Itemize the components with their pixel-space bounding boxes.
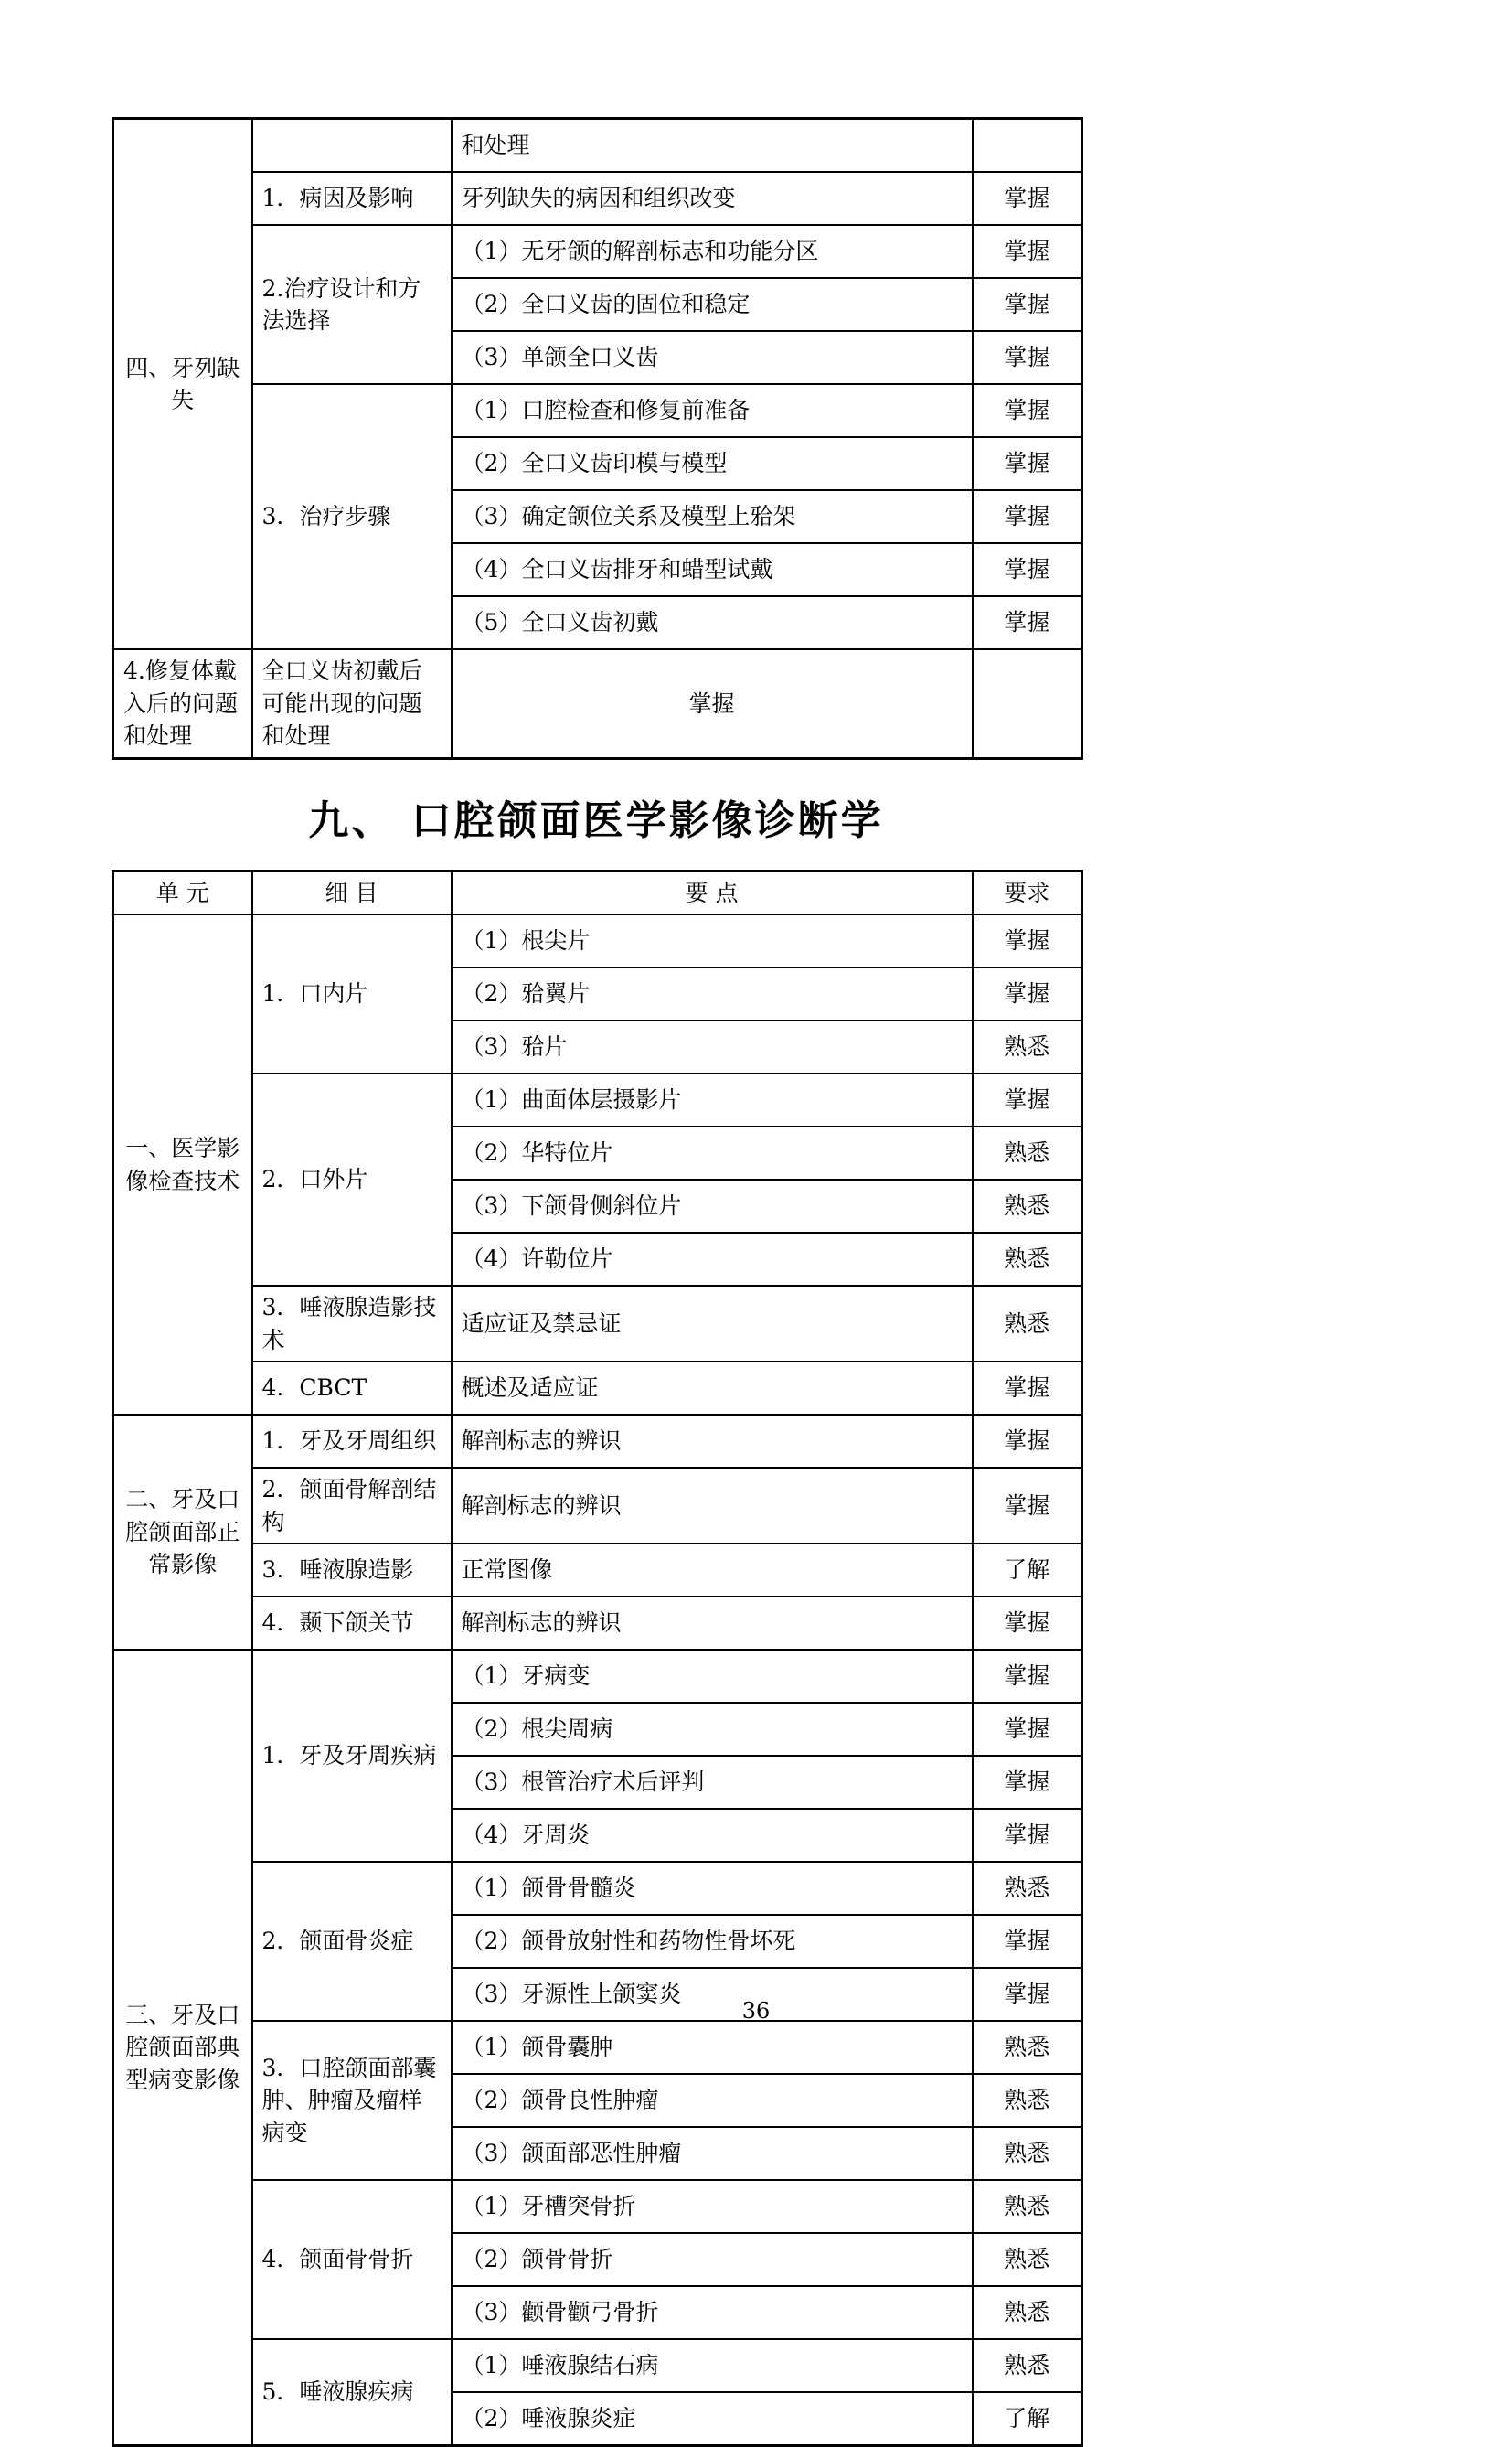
cell-point: 解剖标志的辨识 [452, 1597, 973, 1650]
column-header-unit: 单 元 [113, 871, 252, 914]
table-row [113, 384, 1082, 437]
cell-point: （3）下颌骨侧斜位片 [452, 1180, 973, 1233]
cell-point: （1）唾液腺结石病 [452, 2339, 973, 2392]
cell-requirement: 熟悉 [973, 1180, 1082, 1233]
cell-point: 解剖标志的辨识 [452, 1468, 973, 1544]
cell-point: （1）曲面体层摄影片 [452, 1074, 973, 1127]
cell-item: 2．颌面骨解剖结构 [252, 1468, 452, 1544]
cell-point: （2）唾液腺炎症 [452, 2392, 973, 2446]
cell-point: （2）颌骨良性肿瘤 [452, 2074, 973, 2127]
cell-unit: 二、牙及口腔颌面部正常影像 [113, 1415, 252, 1650]
cell-requirement: 掌握 [973, 278, 1082, 331]
cell-item: 4．颌面骨骨折 [252, 2180, 452, 2339]
cell-item: 4．颞下颌关节 [252, 1597, 452, 1650]
cell-point: （1）牙病变 [452, 1650, 973, 1703]
cell-item: 1．病因及影响 [252, 172, 452, 225]
cell-requirement [973, 119, 1082, 173]
cell-point: （2）根尖周病 [452, 1703, 973, 1756]
cell-requirement: 熟悉 [973, 2339, 1082, 2392]
cell-requirement: 掌握 [973, 331, 1082, 384]
cell-point: （2）𬌗翼片 [452, 967, 973, 1020]
cell-point: （1）无牙颌的解剖标志和功能分区 [452, 225, 973, 278]
cell-point: 和处理 [452, 119, 973, 173]
cell-requirement: 熟悉 [973, 1862, 1082, 1915]
cell-point: （3）单颌全口义齿 [452, 331, 973, 384]
cell-point: （5）全口义齿初戴 [452, 596, 973, 649]
cell-requirement: 熟悉 [973, 2233, 1082, 2286]
table-row [113, 2021, 1082, 2074]
cell-requirement: 掌握 [973, 1703, 1082, 1756]
cell-point: （4）牙周炎 [452, 1809, 973, 1862]
cell-point: （4）全口义齿排牙和蜡型试戴 [452, 543, 973, 596]
table-row [113, 914, 1082, 967]
cell-item: 2．口外片 [252, 1074, 452, 1286]
table-row [113, 2339, 1082, 2392]
cell-point: （3）颧骨颧弓骨折 [452, 2286, 973, 2339]
cell-point: （2）颌骨放射性和药物性骨坏死 [452, 1915, 973, 1968]
page-content [112, 117, 1081, 2447]
table-body [113, 914, 1082, 2446]
cell-unit: 一、医学影像检查技术 [113, 914, 252, 1415]
cell-point: 适应证及禁忌证 [452, 1286, 973, 1362]
cell-point: 牙列缺失的病因和组织改变 [452, 172, 973, 225]
cell-requirement: 掌握 [973, 1809, 1082, 1862]
cell-requirement: 掌握 [973, 437, 1082, 490]
cell-point: （1）口腔检查和修复前准备 [452, 384, 973, 437]
cell-point: （3）确定颌位关系及模型上𬌗架 [452, 490, 973, 543]
cell-requirement: 掌握 [973, 596, 1082, 649]
table-row [113, 172, 1082, 225]
cell-point: 解剖标志的辨识 [452, 1415, 973, 1468]
cell-requirement: 熟悉 [973, 1127, 1082, 1180]
cell-requirement: 掌握 [973, 225, 1082, 278]
cell-item: 2．颌面骨炎症 [252, 1862, 452, 2021]
cell-point: （3）牙源性上颌窦炎 [452, 1968, 973, 2021]
cell-point: （2）全口义齿印模与模型 [452, 437, 973, 490]
table-row [113, 1597, 1082, 1650]
cell-point: （1）颌骨骨髓炎 [452, 1862, 973, 1915]
cell-requirement: 掌握 [973, 543, 1082, 596]
cell-requirement: 熟悉 [973, 2021, 1082, 2074]
table-row [113, 1468, 1082, 1544]
cell-requirement: 掌握 [973, 1415, 1082, 1468]
cell-point: （3）根管治疗术后评判 [452, 1756, 973, 1809]
cell-unit: 四、牙列缺失 [113, 119, 252, 650]
section-heading: 九、 口腔颌面医学影像诊断学 [112, 787, 1081, 846]
cell-requirement: 掌握 [973, 1362, 1082, 1415]
cell-requirement: 了解 [973, 1544, 1082, 1597]
cell-item: 4．CBCT [252, 1362, 452, 1415]
table-row [113, 119, 1082, 173]
cell-item: 2.治疗设计和方法选择 [252, 225, 452, 384]
cell-requirement: 掌握 [973, 1597, 1082, 1650]
table-imaging-diagnostics [112, 870, 1083, 2447]
table-row [113, 1415, 1082, 1468]
cell-requirement: 掌握 [973, 1756, 1082, 1809]
table-row [113, 225, 1082, 278]
cell-point: （2）华特位片 [452, 1127, 973, 1180]
cell-item: 3．口腔颌面部囊肿、肿瘤及瘤样病变 [252, 2021, 452, 2180]
cell-requirement: 熟悉 [973, 2127, 1082, 2180]
cell-requirement: 了解 [973, 2392, 1082, 2446]
column-header-point: 要 点 [452, 871, 973, 914]
table-header [113, 871, 1082, 914]
table-row [113, 649, 1082, 758]
table-continued [112, 117, 1083, 760]
table-row [113, 1544, 1082, 1597]
cell-item: 5．唾液腺疾病 [252, 2339, 452, 2446]
cell-requirement: 熟悉 [973, 2286, 1082, 2339]
column-header-requirement: 要求 [973, 871, 1082, 914]
table-row [113, 1074, 1082, 1127]
cell-item [252, 119, 452, 173]
cell-requirement: 掌握 [973, 1468, 1082, 1544]
cell-item: 1．口内片 [252, 914, 452, 1074]
table-row [113, 1862, 1082, 1915]
cell-requirement: 掌握 [973, 914, 1082, 967]
cell-requirement: 熟悉 [973, 2180, 1082, 2233]
cell-requirement: 掌握 [973, 172, 1082, 225]
cell-point: （1）颌骨囊肿 [452, 2021, 973, 2074]
cell-requirement: 掌握 [973, 1968, 1082, 2021]
cell-unit: 三、牙及口腔颌面部典型病变影像 [113, 1650, 252, 2446]
cell-requirement: 熟悉 [973, 2074, 1082, 2127]
cell-item: 1．牙及牙周组织 [252, 1415, 452, 1468]
cell-point: （3）颌面部恶性肿瘤 [452, 2127, 973, 2180]
cell-requirement: 掌握 [973, 490, 1082, 543]
table-row [113, 2180, 1082, 2233]
column-header-item: 细 目 [252, 871, 452, 914]
cell-item: 3．唾液腺造影技术 [252, 1286, 452, 1362]
cell-requirement: 掌握 [452, 649, 973, 758]
cell-requirement: 熟悉 [973, 1286, 1082, 1362]
cell-item: 3．唾液腺造影 [252, 1544, 452, 1597]
cell-item: 4.修复体戴入后的问题和处理 [113, 649, 252, 758]
table-continued-body [113, 119, 1082, 759]
cell-point: （1）牙槽突骨折 [452, 2180, 973, 2233]
cell-point: （4）许勒位片 [452, 1233, 973, 1286]
table-row [113, 1362, 1082, 1415]
cell-requirement: 掌握 [973, 1650, 1082, 1703]
cell-requirement: 掌握 [973, 1074, 1082, 1127]
table-header-row [113, 871, 1082, 914]
cell-requirement: 掌握 [973, 1915, 1082, 1968]
cell-point: 概述及适应证 [452, 1362, 973, 1415]
cell-point: （2）颌骨骨折 [452, 2233, 973, 2286]
cell-requirement: 掌握 [973, 384, 1082, 437]
cell-requirement: 熟悉 [973, 1233, 1082, 1286]
cell-point: 正常图像 [452, 1544, 973, 1597]
table-row [113, 1650, 1082, 1703]
cell-requirement: 熟悉 [973, 1020, 1082, 1074]
cell-point: 全口义齿初戴后可能出现的问题和处理 [252, 649, 452, 758]
cell-point: （3）𬌗片 [452, 1020, 973, 1074]
table-row [113, 1286, 1082, 1362]
cell-requirement: 掌握 [973, 967, 1082, 1020]
page-number: 36 [0, 1998, 1512, 2024]
cell-item: 3．治疗步骤 [252, 384, 452, 649]
cell-item: 1．牙及牙周疾病 [252, 1650, 452, 1862]
cell-point: （1）根尖片 [452, 914, 973, 967]
cell-point: （2）全口义齿的固位和稳定 [452, 278, 973, 331]
